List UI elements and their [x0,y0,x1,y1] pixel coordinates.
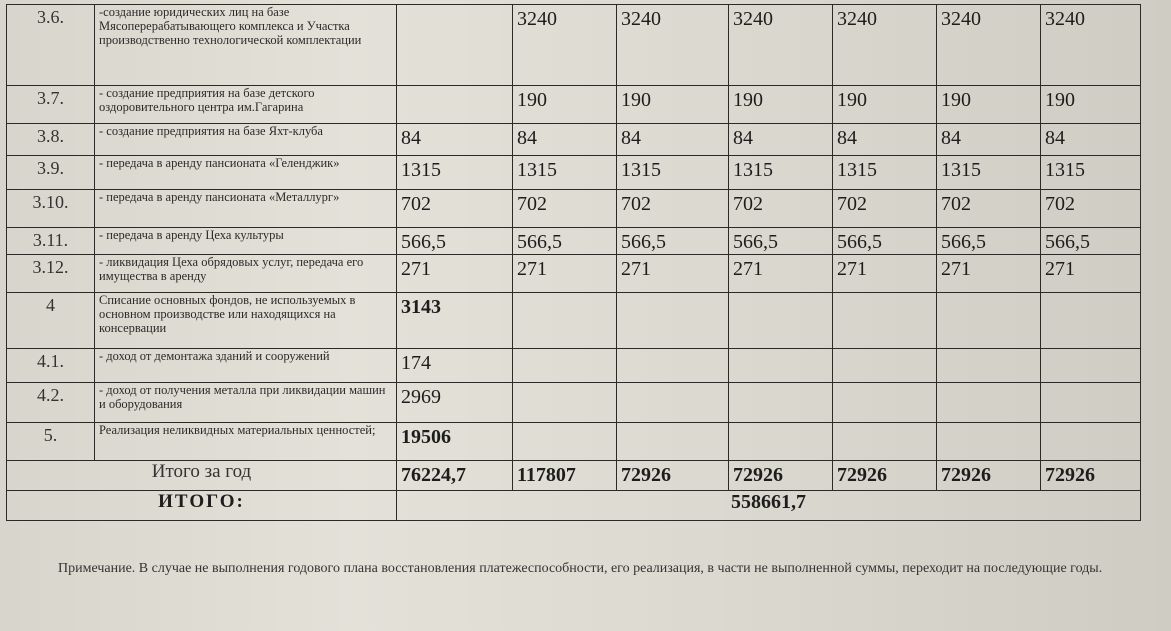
value-cell: 190 [937,86,1041,124]
year-total-cell: 72926 [937,461,1041,491]
value-cell: 174 [397,349,513,383]
table-row [7,423,1141,461]
value-cell [513,349,617,383]
year-total-cell: 72926 [1041,461,1141,491]
value-cell: 3240 [1041,5,1141,86]
value-cell: 190 [833,86,937,124]
value-cell: 3240 [513,5,617,86]
row-number: 3.7. [7,86,95,124]
row-number: 3.6. [7,5,95,86]
year-total-cell: 117807 [513,461,617,491]
value-cell [617,349,729,383]
row-number: 3.12. [7,255,95,293]
value-cell: 1315 [833,156,937,190]
value-cell: 702 [397,190,513,228]
value-cell: 271 [1041,255,1141,293]
row-number: 4.1. [7,349,95,383]
year-total-cell: 72926 [833,461,937,491]
value-cell [729,349,833,383]
value-cell [1041,423,1141,461]
value-cell: 702 [729,190,833,228]
value-cell [729,383,833,423]
value-cell: 3240 [729,5,833,86]
value-cell: 2969 [397,383,513,423]
row-description: - создание предприятия на базе детского оздоровительного центра им.Гагарина [95,86,397,124]
value-cell: 84 [1041,124,1141,156]
value-cell: 84 [729,124,833,156]
value-cell [937,423,1041,461]
value-cell: 566,5 [937,228,1041,255]
row-number: 4.2. [7,383,95,423]
value-cell: 1315 [397,156,513,190]
value-cell: 84 [617,124,729,156]
value-cell: 566,5 [729,228,833,255]
year-total-cell: 72926 [617,461,729,491]
value-cell [729,293,833,349]
value-cell [833,349,937,383]
value-cell: 3240 [617,5,729,86]
row-number: 3.11. [7,228,95,255]
value-cell [1041,349,1141,383]
year-total-label: Итого за год [7,461,397,491]
value-cell [397,86,513,124]
value-cell: 271 [833,255,937,293]
table-row [7,228,1141,255]
value-cell: 702 [937,190,1041,228]
value-cell: 1315 [617,156,729,190]
table-row [7,156,1141,190]
value-cell: 84 [397,124,513,156]
row-number: 5. [7,423,95,461]
value-cell: 566,5 [833,228,937,255]
value-cell: 702 [513,190,617,228]
value-cell: 566,5 [1041,228,1141,255]
year-total-cell: 76224,7 [397,461,513,491]
value-cell: 19506 [397,423,513,461]
value-cell: 190 [617,86,729,124]
year-total-row [7,461,1141,491]
row-number: 3.10. [7,190,95,228]
value-cell: 1315 [729,156,833,190]
table-row [7,190,1141,228]
value-cell [937,293,1041,349]
value-cell: 271 [513,255,617,293]
value-cell: 190 [513,86,617,124]
value-cell [617,293,729,349]
value-cell: 566,5 [617,228,729,255]
value-cell: 1315 [937,156,1041,190]
value-cell: 1315 [513,156,617,190]
row-description: - передача в аренду пансионата «Геленджик» [95,156,397,190]
value-cell [833,383,937,423]
row-description: Реализация неликвидных материальных ценностей; [95,423,397,461]
row-description: Списание основных фондов, не используемых в основном производстве или находящихся на консервации [95,293,397,349]
row-description: - передача в аренду Цеха культуры [95,228,397,255]
grand-total-row [7,491,1141,521]
value-cell [513,423,617,461]
row-description: - создание предприятия на базе Яхт-клуба [95,124,397,156]
value-cell: 271 [397,255,513,293]
value-cell: 1315 [1041,156,1141,190]
value-cell: 3143 [397,293,513,349]
table-row [7,124,1141,156]
row-number: 4 [7,293,95,349]
value-cell [833,293,937,349]
value-cell: 566,5 [397,228,513,255]
plan-table [6,4,1141,521]
row-description: - доход от демонтажа зданий и сооружений [95,349,397,383]
value-cell [513,383,617,423]
value-cell [1041,383,1141,423]
table-row [7,86,1141,124]
value-cell: 84 [937,124,1041,156]
value-cell: 566,5 [513,228,617,255]
row-number: 3.8. [7,124,95,156]
value-cell [937,383,1041,423]
value-cell: 271 [937,255,1041,293]
row-description: - ликвидация Цеха обрядовых услуг, передача его имущества в аренду [95,255,397,293]
footnote: Примечание. В случае не выполнения годового плана восстановления платежеспособности, его реализация, в части не выполненной суммы, переходит на последующие годы. [58,561,1103,576]
row-description: - передача в аренду пансионата «Металлург» [95,190,397,228]
value-cell: 3240 [937,5,1041,86]
value-cell: 84 [833,124,937,156]
value-cell [729,423,833,461]
value-cell [833,423,937,461]
table-row [7,293,1141,349]
value-cell [1041,293,1141,349]
value-cell [513,293,617,349]
grand-total-value: 558661,7 [397,491,1141,521]
table-row [7,349,1141,383]
value-cell: 84 [513,124,617,156]
row-description: -создание юридических лиц на базе Мясоперерабатывающего комплекса и Участка производственно технологической комплектации [95,5,397,86]
value-cell [937,349,1041,383]
year-total-cell: 72926 [729,461,833,491]
value-cell: 3240 [833,5,937,86]
value-cell: 702 [617,190,729,228]
value-cell [617,383,729,423]
value-cell: 271 [617,255,729,293]
table-row [7,5,1141,86]
table-row [7,383,1141,423]
grand-total-label: ИТОГО: [7,491,397,521]
value-cell [397,5,513,86]
row-description: - доход от получения металла при ликвидации машин и оборудования [95,383,397,423]
value-cell: 190 [729,86,833,124]
value-cell: 702 [833,190,937,228]
value-cell [617,423,729,461]
value-cell: 271 [729,255,833,293]
row-number: 3.9. [7,156,95,190]
value-cell: 190 [1041,86,1141,124]
value-cell: 702 [1041,190,1141,228]
table-row [7,255,1141,293]
